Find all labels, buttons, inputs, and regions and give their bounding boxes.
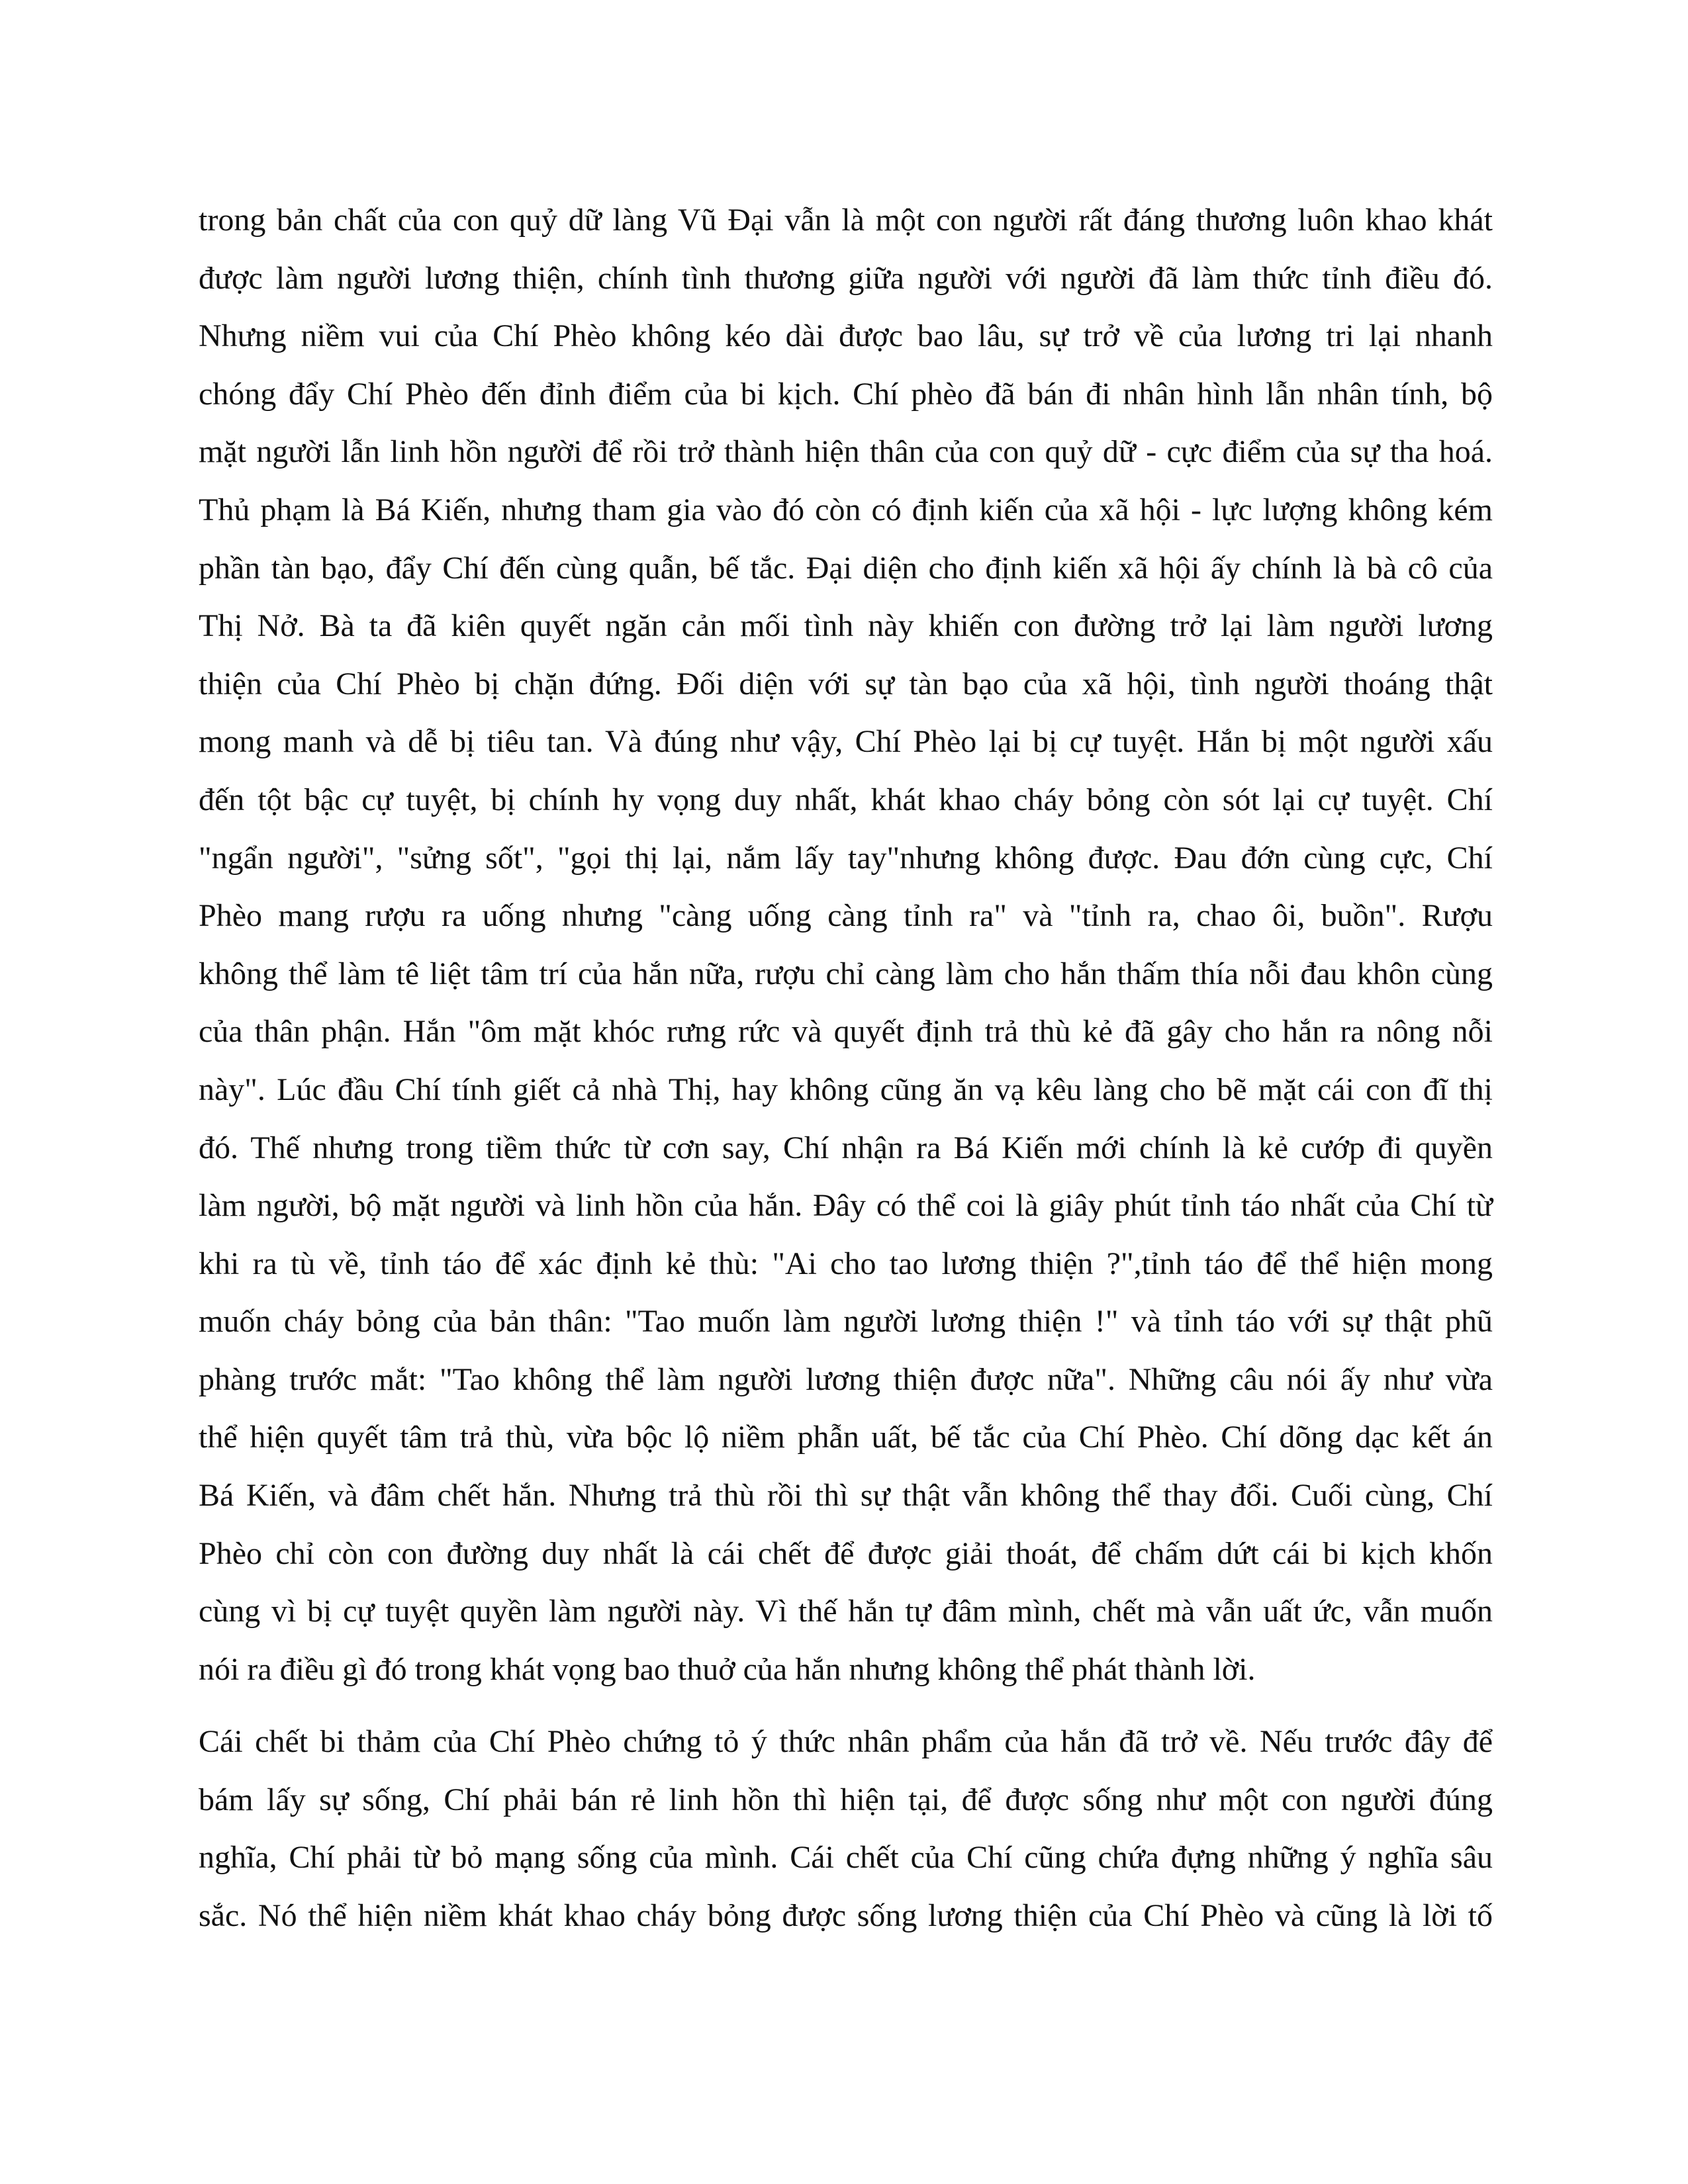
text-line: nói ra điều gì đó trong khát vọng bao thuở của hắn nhưng không thể phát thành lời. [199,1651,1256,1687]
text-line: cùng vì bị cự tuyệt quyền làm người này. Vì thế hắn tự đâm mình, chết mà vẫn uất ức, vẫn muốn [199,1594,1493,1629]
text-line: trong bản chất của con quỷ dữ làng Vũ Đại vẫn là một con người rất đáng thương luôn khao khát [199,203,1493,238]
text-line: khi ra tù về, tỉnh táo để xác định kẻ thù: "Ai cho tao lương thiện ?",tỉnh táo để thể hiện mong [199,1246,1493,1281]
text-line: mong manh và dễ bị tiêu tan. Và đúng như vậy, Chí Phèo lại bị cự tuyệt. Hắn bị một người xấu [199,724,1493,760]
text-line: này". Lúc đầu Chí tính giết cả nhà Thị, hay không cũng ăn vạ kêu làng cho bẽ mặt cái con đĩ thị [199,1071,1493,1107]
text-line: mặt người lẫn linh hồn người để rồi trở thành hiện thân của con quỷ dữ - cực điểm của sự tha hoá. [199,434,1493,470]
paragraph [199,191,1493,1698]
paragraph [199,1713,1493,1944]
text-line: Nhưng niềm vui của Chí Phèo không kéo dài được bao lâu, sự trở về của lương tri lại nhanh [199,318,1493,354]
text-line: làm người, bộ mặt người và linh hồn của hắn. Đây có thể coi là giây phút tỉnh táo nhất của Chí từ [199,1188,1493,1224]
text-line: bám lấy sự sống, Chí phải bán rẻ linh hồn thì hiện tại, để được sống như một con người đúng [199,1782,1493,1817]
text-line: "ngẩn người", "sửng sốt", "gọi thị lại, nắm lấy tay"nhưng không được. Đau đớn cùng cực, Chí [199,840,1493,876]
text-line: Cái chết bi thảm của Chí Phèo chứng tỏ ý thức nhân phẩm của hắn đã trở về. Nếu trước đây để [199,1724,1493,1759]
text-line: không thể làm tê liệt tâm trí của hắn nữa, rượu chỉ càng làm cho hắn thấm thía nỗi đau khôn cùng [199,956,1493,991]
text-line: đến tột bậc cự tuyệt, bị chính hy vọng duy nhất, khát khao cháy bỏng còn sót lại cự tuyệt. Chí [199,782,1493,817]
text-line: thể hiện quyết tâm trả thù, vừa bộc lộ niềm phẫn uất, bế tắc của Chí Phèo. Chí dõng dạc kết án [199,1420,1493,1455]
text-line: thiện của Chí Phèo bị chặn đứng. Đối diện với sự tàn bạo của xã hội, tình người thoáng thật [199,666,1493,702]
text-line: đó. Thế nhưng trong tiềm thức từ cơn say, Chí nhận ra Bá Kiến mới chính là kẻ cướp đi quyền [199,1130,1493,1165]
text-line: Phèo mang rượu ra uống nhưng "càng uống càng tỉnh ra" và "tỉnh ra, chao ôi, buồn". Rượu [199,898,1493,934]
text-line: phần tàn bạo, đẩy Chí đến cùng quẫn, bế tắc. Đại diện cho định kiến xã hội ấy chính là bà cô của [199,550,1493,586]
text-line: Thủ phạm là Bá Kiến, nhưng tham gia vào đó còn có định kiến của xã hội - lực lượng không kém [199,492,1493,527]
text-line: sắc. Nó thể hiện niềm khát khao cháy bỏng được sống lương thiện của Chí Phèo và cũng là lời tố [199,1897,1493,1933]
text-line: của thân phận. Hắn "ôm mặt khóc rưng rức và quyết định trả thù kẻ đã gây cho hắn ra nông nỗi [199,1014,1493,1050]
text-line: Bá Kiến, và đâm chết hắn. Nhưng trả thù rồi thì sự thật vẫn không thể thay đổi. Cuối cùng, Chí [199,1478,1493,1514]
text-line: chóng đẩy Chí Phèo đến đỉnh điểm của bi kịch. Chí phèo đã bán đi nhân hình lẫn nhân tính, bộ [199,376,1493,412]
text-line: được làm người lương thiện, chính tình thương giữa người với người đã làm thức tỉnh điều đó. [199,260,1493,296]
text-line: Thị Nở. Bà ta đã kiên quyết ngăn cản mối tình này khiến con đường trở lại làm người lương [199,608,1493,644]
text-line: muốn cháy bỏng của bản thân: "Tao muốn làm người lương thiện !" và tỉnh táo với sự thật phũ [199,1304,1493,1340]
text-line: nghĩa, Chí phải từ bỏ mạng sống của mình. Cái chết của Chí cũng chứa đựng những ý nghĩa sâu [199,1840,1493,1876]
text-line: Phèo chỉ còn con đường duy nhất là cái chết để được giải thoát, để chấm dứt cái bi kịch khốn [199,1535,1493,1571]
text-line: phàng trước mắt: "Tao không thể làm người lương thiện được nữa". Những câu nói ấy như vừa [199,1361,1493,1397]
